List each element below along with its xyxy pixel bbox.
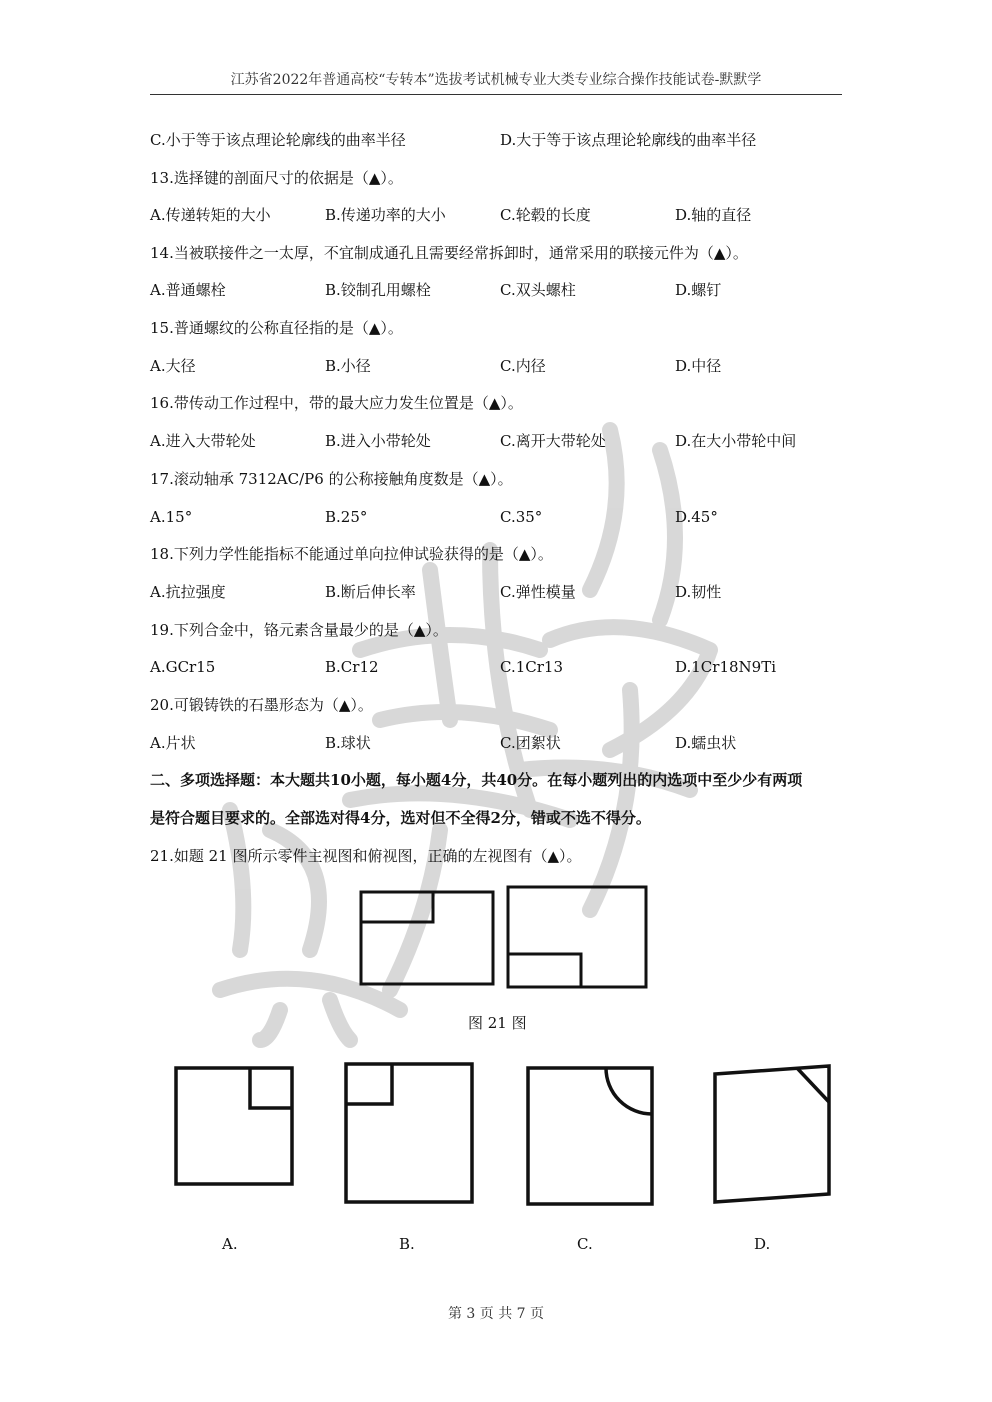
question-14-option-c: C.双头螺柱 [500,281,576,299]
question-16-option-b: B.进入小带轮处 [325,432,431,450]
question-20-option-a: A.片状 [150,734,196,752]
question-20-stem: 20.可锻铸铁的石墨形态为（▲）。 [150,696,373,714]
question-16-stem: 16.带传动工作过程中，带的最大应力发生位置是（▲）。 [150,394,523,412]
page-footer: 第 3 页 共 7 页 [447,1306,545,1322]
q12-option-c: C.小于等于该点理论轮廓线的曲率半径 [150,131,406,149]
choice-a-figure [170,1062,310,1192]
question-18-option-a: A.抗拉强度 [150,583,226,601]
question-17-option-d: D.45° [675,508,718,526]
choice-d-figure [705,1058,845,1208]
question-13-option-b: B.传递功率的大小 [325,206,446,224]
figure-21-caption: 图 21 图 [468,1014,527,1032]
question-15-option-b: B.小径 [325,357,371,375]
question-17-option-a: A.15° [150,508,193,526]
page-header: 江苏省2022年普通高校“专转本”选拔考试机械专业大类专业综合操作技能试卷-默默学 [150,70,842,95]
question-20-option-b: B.球状 [325,734,371,752]
question-19-option-d: D.1Cr18N9Ti [675,658,777,676]
question-21-stem: 21.如题 21 图所示零件主视图和俯视图，正确的左视图有（▲）。 [150,847,582,865]
question-20-option-c: C.团絮状 [500,734,561,752]
question-14-stem: 14.当被联接件之一太厚，不宜制成通孔且需要经常拆卸时，通常采用的联接元件为（▲）。 [150,244,748,262]
top-view-step [508,954,581,987]
question-20-option-d: D.蠕虫状 [675,734,737,752]
question-17-option-c: C.35° [500,508,543,526]
q12-option-d: D.大于等于该点理论轮廓线的曲率半径 [500,131,757,149]
front-view-step [361,892,433,922]
choice-b-figure [340,1058,480,1208]
question-17-stem: 17.滚动轴承 7312AC/P6 的公称接触角度数是（▲）。 [150,470,513,488]
question-13-option-c: C.轮毂的长度 [500,206,591,224]
choice-c-figure [520,1060,660,1210]
question-14-option-a: A.普通螺栓 [150,281,226,299]
top-view-outline [508,887,646,987]
question-15-option-d: D.中径 [675,357,722,375]
choice-c-label: C. [577,1235,593,1253]
choice-b-label: B. [399,1235,415,1253]
question-18-option-b: B.断后伸长率 [325,583,416,601]
question-13-option-a: A.传递转矩的大小 [150,206,271,224]
question-13-option-d: D.轴的直径 [675,206,752,224]
choice-a-label: A. [222,1235,238,1253]
section-2-instructions-line-2: 是符合题目要求的。全部选对得4分，选对但不全得2分，错或不选不得分。 [150,809,651,827]
front-view-outline [361,892,493,984]
question-19-option-c: C.1Cr13 [500,658,563,676]
question-14-option-b: B.铰制孔用螺栓 [325,281,431,299]
question-13-stem: 13.选择键的剖面尺寸的依据是（▲）。 [150,169,403,187]
figure-21-views [355,882,655,992]
question-15-option-a: A.大径 [150,357,196,375]
question-15-stem: 15.普通螺纹的公称直径指的是（▲）。 [150,319,403,337]
question-19-option-b: B.Cr12 [325,658,379,676]
question-16-option-a: A.进入大带轮处 [150,432,256,450]
choice-d-label: D. [754,1235,771,1253]
question-14-option-d: D.螺钉 [675,281,722,299]
question-16-option-d: D.在大小带轮中间 [675,432,797,450]
question-18-option-d: D.韧性 [675,583,722,601]
question-15-option-c: C.内径 [500,357,546,375]
question-18-option-c: C.弹性模量 [500,583,576,601]
question-17-option-b: B.25° [325,508,368,526]
section-2-instructions-line-1: 二、多项选择题：本大题共10小题，每小题4分，共40分。在每小题列出的内选项中至少少有两项 [150,771,803,789]
question-19-stem: 19.下列合金中，铬元素含量最少的是（▲）。 [150,621,448,639]
question-18-stem: 18.下列力学性能指标不能通过单向拉伸试验获得的是（▲）。 [150,545,553,563]
question-16-option-c: C.离开大带轮处 [500,432,606,450]
question-19-option-a: A.GCr15 [150,658,216,676]
